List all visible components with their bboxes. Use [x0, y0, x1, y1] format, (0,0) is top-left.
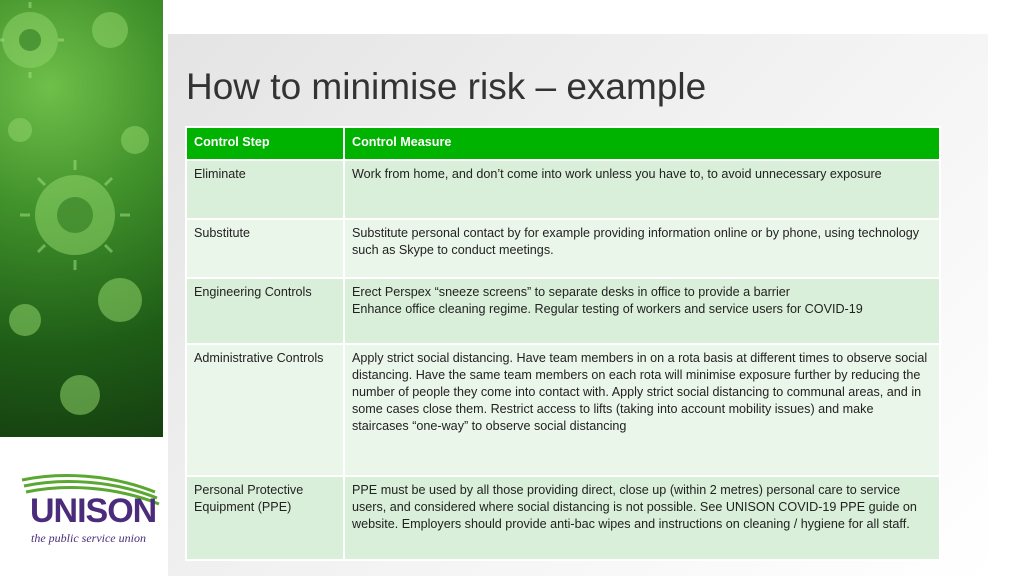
control-step-cell: Personal Protective Equipment (PPE) [186, 476, 344, 560]
control-measure-cell: Work from home, and don’t come into work unless you have to, to avoid unnecessary exposure [344, 160, 940, 219]
table-header-row [186, 127, 940, 160]
slide-title: How to minimise risk – example [186, 66, 707, 107]
header-control-step: Control Step [186, 127, 344, 160]
measure-line: Enhance office cleaning regime. Regular testing of workers and service users for COVID-19 [352, 302, 863, 316]
control-measure-cell: Apply strict social distancing. Have team members in on a rota basis at different times to observe social distancing. Have the same team members on each rota will minimise exposure further by reducing the number of people they come into contact with. Apply strict social distancing to communal areas, and in some cases close them. Restrict access to lifts (taking into account mobility issues) and make staircases “one-way” to observe social distancing [344, 344, 940, 476]
measure-line: Erect Perspex “sneeze screens” to separate desks in office to provide a barrier [352, 285, 790, 299]
virus-background-image [0, 0, 163, 437]
table-row [186, 344, 940, 476]
logo-tagline: the public service union [31, 531, 146, 545]
unison-logo [18, 470, 168, 550]
control-step-cell: Eliminate [186, 160, 344, 219]
table-row [186, 476, 940, 560]
header-control-measure: Control Measure [344, 127, 940, 160]
table-row [186, 219, 940, 278]
risk-control-table [185, 126, 941, 561]
control-measure-cell [344, 278, 940, 344]
control-step-cell: Substitute [186, 219, 344, 278]
virus-illustration [0, 0, 163, 437]
table-row [186, 278, 940, 344]
control-step-cell: Engineering Controls [186, 278, 344, 344]
control-step-cell: Administrative Controls [186, 344, 344, 476]
control-measure-cell: Substitute personal contact by for example providing information online or by phone, using technology such as Skype to conduct meetings. [344, 219, 940, 278]
table-row [186, 160, 940, 219]
logo-wordmark: UNISON [30, 492, 157, 530]
control-measure-cell: PPE must be used by all those providing direct, close up (within 2 metres) personal care to service users, and considered where social distancing is not possible. See UNISON COVID-19 PPE guide on website. Employers should provide anti-bac wipes and instructions on cleaning / hygiene for all staff. [344, 476, 940, 560]
